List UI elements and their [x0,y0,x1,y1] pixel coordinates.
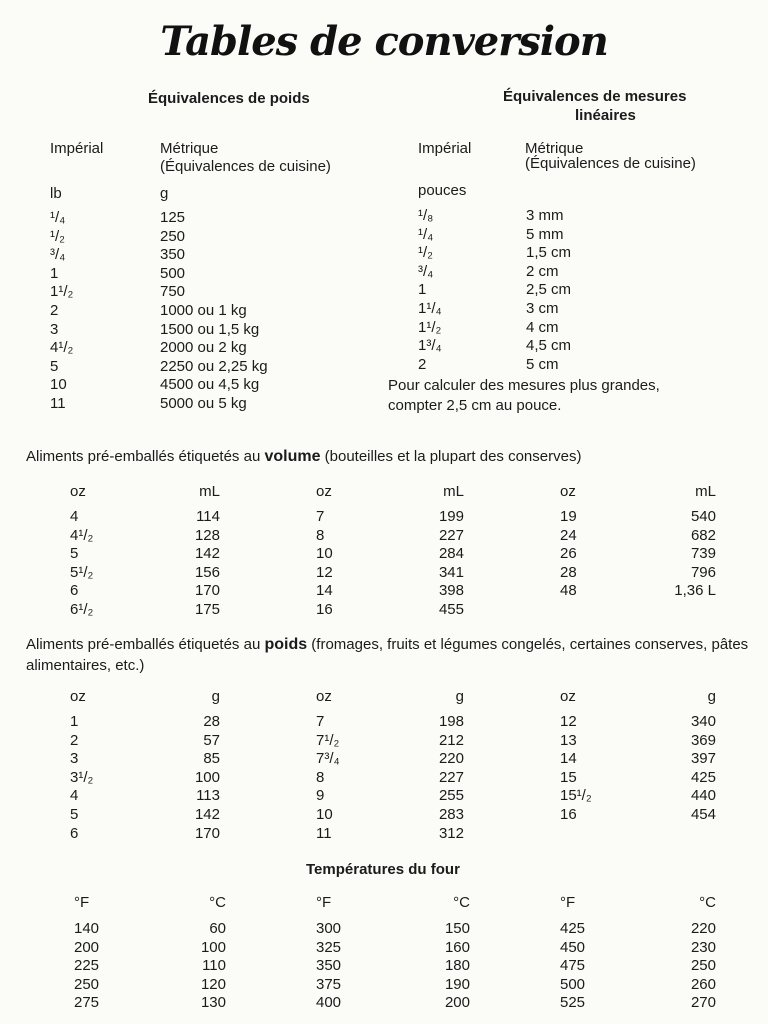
table-header-row [0,894,768,913]
table-cell: 199 [438,508,464,525]
weight-col-metric: Métrique [160,140,219,157]
table-cell: 250 [160,227,186,245]
table-cell: 6¹/₂ [70,601,94,618]
table-row [0,976,768,995]
table-cell: 130 [200,994,226,1012]
table-cell: 14 [316,582,333,600]
volume-intro [26,446,726,467]
weight-col-imperial: Impérial [50,140,104,157]
table-cell: 425 [690,768,716,786]
table-cell: 1,36 L [674,582,716,600]
table-cell: g [211,688,220,705]
table-cell: 7 [316,713,325,730]
table-cell: 114 [196,508,220,525]
table-row [0,244,768,263]
table-cell: 1¹/₂ [418,318,442,336]
table-row [0,300,768,319]
weight-unit-lb: lb [50,185,62,202]
table-cell: 128 [194,526,220,544]
table-cell: 500 [160,264,186,282]
table-cell: °F [560,894,576,911]
table-cell: 4500 ou 4,5 kg [160,376,260,394]
table-cell: 400 [316,994,342,1012]
table-cell: 7 [316,508,325,525]
table-cell: 220 [690,920,716,937]
table-cell: 7¹/₂ [316,731,340,749]
table-cell: °C [699,894,716,911]
table-cell: oz [70,688,86,705]
table-cell: ³/₄ [50,246,66,264]
table-cell: °F [74,894,90,911]
linear-col-metric-note: (Équivalences de cuisine) [525,155,696,172]
table-row [0,939,768,958]
table-cell: 60 [209,920,226,937]
table-cell: 283 [438,806,464,823]
table-cell: 5000 ou 5 kg [160,395,247,412]
table-cell: 100 [200,938,226,956]
table-cell: 28 [560,563,577,581]
table-cell: 16 [560,806,577,823]
table-cell: 1000 ou 1 kg [160,302,247,319]
table-cell: 325 [316,938,342,956]
table-row [0,806,768,825]
table-cell: 450 [560,938,586,956]
table-cell: 9 [316,787,325,805]
table-cell: oz [316,483,332,500]
linear-heading: Équivalences de mesures [503,88,687,105]
table-cell: 284 [438,545,464,563]
table-row [0,582,768,601]
linear-note: Pour calculer des mesures plus grandes, compter 2,5 cm au pouce. [388,377,660,414]
table-cell: 350 [160,246,186,264]
table-cell: 275 [74,994,100,1012]
table-row [0,787,768,806]
table-cell: 8 [316,768,325,786]
table-cell: 375 [316,975,342,993]
table-cell: 1500 ou 1,5 kg [160,320,260,338]
table-cell: 156 [194,563,220,581]
table-cell: 8 [316,526,325,544]
table-cell: 255 [438,787,464,805]
table-cell: 160 [444,938,470,956]
table-cell: 250 [74,975,100,993]
table-cell: 100 [194,768,220,786]
table-cell: 4¹/₂ [50,339,74,357]
weight-col-metric-note: (Équivalences de cuisine) [160,158,331,175]
table-cell: 1,5 cm [526,244,572,262]
table-row [0,769,768,788]
table-row [0,263,768,282]
table-cell: 230 [690,938,716,956]
table-header-row [0,483,768,502]
table-cell: 682 [690,526,716,544]
table-cell: 175 [194,601,220,618]
table-cell: 340 [690,713,716,730]
table-cell: 16 [316,601,333,618]
table-row [0,545,768,564]
table-cell: 425 [560,920,586,937]
table-cell: 4 cm [526,318,559,336]
volume-intro-text: Aliments pré-emballés étiquetés au [26,448,265,465]
table-cell: 120 [200,975,226,993]
table-row [0,226,768,245]
table-cell: 500 [560,975,586,993]
table-cell: 260 [690,975,716,993]
table-row [0,994,768,1013]
table-row [0,564,768,583]
table-cell: 5 cm [526,355,559,373]
table-cell: 125 [160,209,186,226]
table-row [0,732,768,751]
table-cell: 19 [560,508,577,525]
table-cell: 200 [74,938,100,956]
weight-packaged-intro-bold: poids [264,636,308,653]
table-cell: 1³/₄ [418,337,442,355]
table-cell: g [455,688,464,705]
table-cell: 15¹/₂ [560,787,592,805]
table-cell: 200 [444,994,470,1012]
table-cell: 350 [316,957,342,975]
table-cell: 4 [70,787,79,805]
weight-packaged-intro-paren: (fromages, fruits et légumes congelés, certaines conserves, pâtes alimentaires, etc.) [26,636,749,674]
table-cell: 142 [194,545,220,563]
table-cell: 10 [316,806,333,823]
table-cell: 455 [438,601,464,618]
table-cell: °F [316,894,332,911]
table-cell: 312 [438,824,464,842]
linear-unit-pouces: pouces [418,182,467,199]
table-row [0,207,768,226]
linear-col-metric: Métrique [525,140,584,157]
table-cell: 5 [50,357,59,375]
table-cell: 5 mm [526,225,564,243]
table-cell: g [707,688,716,705]
table-cell: 1¹/₂ [50,283,74,301]
table-cell: ¹/₄ [50,209,66,226]
table-cell: 26 [560,545,577,563]
table-cell: 796 [690,563,716,581]
table-cell: mL [695,483,716,500]
table-cell: 10 [50,376,67,394]
table-cell: 142 [194,806,220,823]
table-cell: 57 [203,731,220,749]
table-cell: 525 [560,994,586,1012]
table-cell: 397 [690,750,716,768]
page-title: Tables de conversion [160,18,608,65]
table-row [0,750,768,769]
oven-heading: Températures du four [306,861,460,878]
table-row [0,825,768,844]
table-cell: mL [199,483,220,500]
table-cell: 15 [560,768,577,786]
table-row [0,527,768,546]
table-cell: 12 [316,563,333,581]
table-cell: 475 [560,957,586,975]
weight-packaged-intro [26,634,761,676]
table-header-row [0,688,768,707]
table-row [0,601,768,620]
table-cell: 4 [70,508,79,525]
table-cell: 13 [560,731,577,749]
table-cell: oz [316,688,332,705]
table-cell: 2 [418,355,427,373]
table-cell: 24 [560,526,577,544]
table-cell: 250 [690,957,716,975]
table-cell: 6 [70,582,79,600]
table-cell: 180 [444,957,470,975]
table-cell: 190 [444,975,470,993]
table-cell: 4,5 cm [526,337,572,355]
table-cell: 3 [70,750,79,768]
table-cell: 227 [438,768,464,786]
table-cell: 739 [690,545,716,563]
table-cell: ¹/₈ [418,207,434,224]
table-cell: 227 [438,526,464,544]
table-cell: 3 cm [526,300,559,317]
table-cell: 341 [438,563,464,581]
table-cell: mL [443,483,464,500]
table-cell: 3¹/₂ [70,768,94,786]
table-cell: 398 [438,582,464,600]
table-cell: 300 [316,920,342,937]
weight-unit-g: g [160,185,169,202]
table-cell: oz [560,483,576,500]
table-cell: 150 [444,920,470,937]
table-cell: 12 [560,713,577,730]
table-cell: 48 [560,582,577,600]
table-cell: 3 [50,320,59,338]
table-row [0,281,768,300]
table-cell: 225 [74,957,100,975]
table-cell: 270 [690,994,716,1012]
table-cell: ¹/₂ [50,227,65,245]
table-cell: 440 [690,787,716,805]
table-cell: 4¹/₂ [70,526,94,544]
table-cell: 5¹/₂ [70,563,94,581]
table-cell: ³/₄ [418,262,434,280]
table-cell: 2 [70,731,79,749]
table-row [0,337,768,356]
table-cell: oz [560,688,576,705]
volume-intro-paren: (bouteilles et la plupart des conserves) [320,448,582,465]
table-cell: 750 [160,283,186,301]
table-cell: 2 [50,302,59,319]
table-cell: 110 [202,957,226,975]
table-cell: 11 [316,824,332,842]
linear-col-imperial: Impérial [418,140,472,157]
table-cell: 170 [194,582,220,600]
table-cell: 11 [50,395,66,412]
volume-intro-bold: volume [264,448,321,465]
table-row [0,957,768,976]
table-cell: 2,5 cm [526,281,572,299]
table-cell: 28 [203,713,220,730]
table-cell: 454 [690,806,716,823]
table-cell: 3 mm [526,207,564,224]
table-cell: 85 [203,750,220,768]
table-cell: 6 [70,824,79,842]
table-cell: 170 [194,824,220,842]
table-cell: ¹/₂ [418,244,433,262]
table-cell: 140 [74,920,100,937]
table-cell: 113 [196,787,220,805]
table-cell: 2250 ou 2,25 kg [160,357,268,375]
table-cell: 2000 ou 2 kg [160,339,247,357]
table-row [0,508,768,527]
weight-packaged-intro-text: Aliments pré-emballés étiquetés au [26,636,265,653]
table-cell: 14 [560,750,577,768]
table-cell: 540 [690,508,716,525]
table-row [0,713,768,732]
table-cell: °C [209,894,226,911]
table-row [0,319,768,338]
table-cell: 1 [50,264,59,282]
table-cell: °C [453,894,470,911]
table-cell: 5 [70,545,79,563]
table-cell: oz [70,483,86,500]
table-cell: 369 [690,731,716,749]
table-cell: 7³/₄ [316,750,340,768]
linear-heading-line2: linéaires [575,107,636,124]
table-row [0,920,768,939]
table-cell: 10 [316,545,333,563]
table-cell: 1 [418,281,427,299]
table-cell: 220 [438,750,464,768]
table-cell: ¹/₄ [418,225,434,243]
table-cell: 212 [438,731,464,749]
table-cell: 1¹/₄ [418,300,442,317]
table-cell: 2 cm [526,262,559,280]
table-cell: 1 [70,713,79,730]
weight-heading: Équivalences de poids [148,90,310,107]
table-cell: 198 [438,713,464,730]
table-row [0,356,768,375]
table-cell: 5 [70,806,79,823]
